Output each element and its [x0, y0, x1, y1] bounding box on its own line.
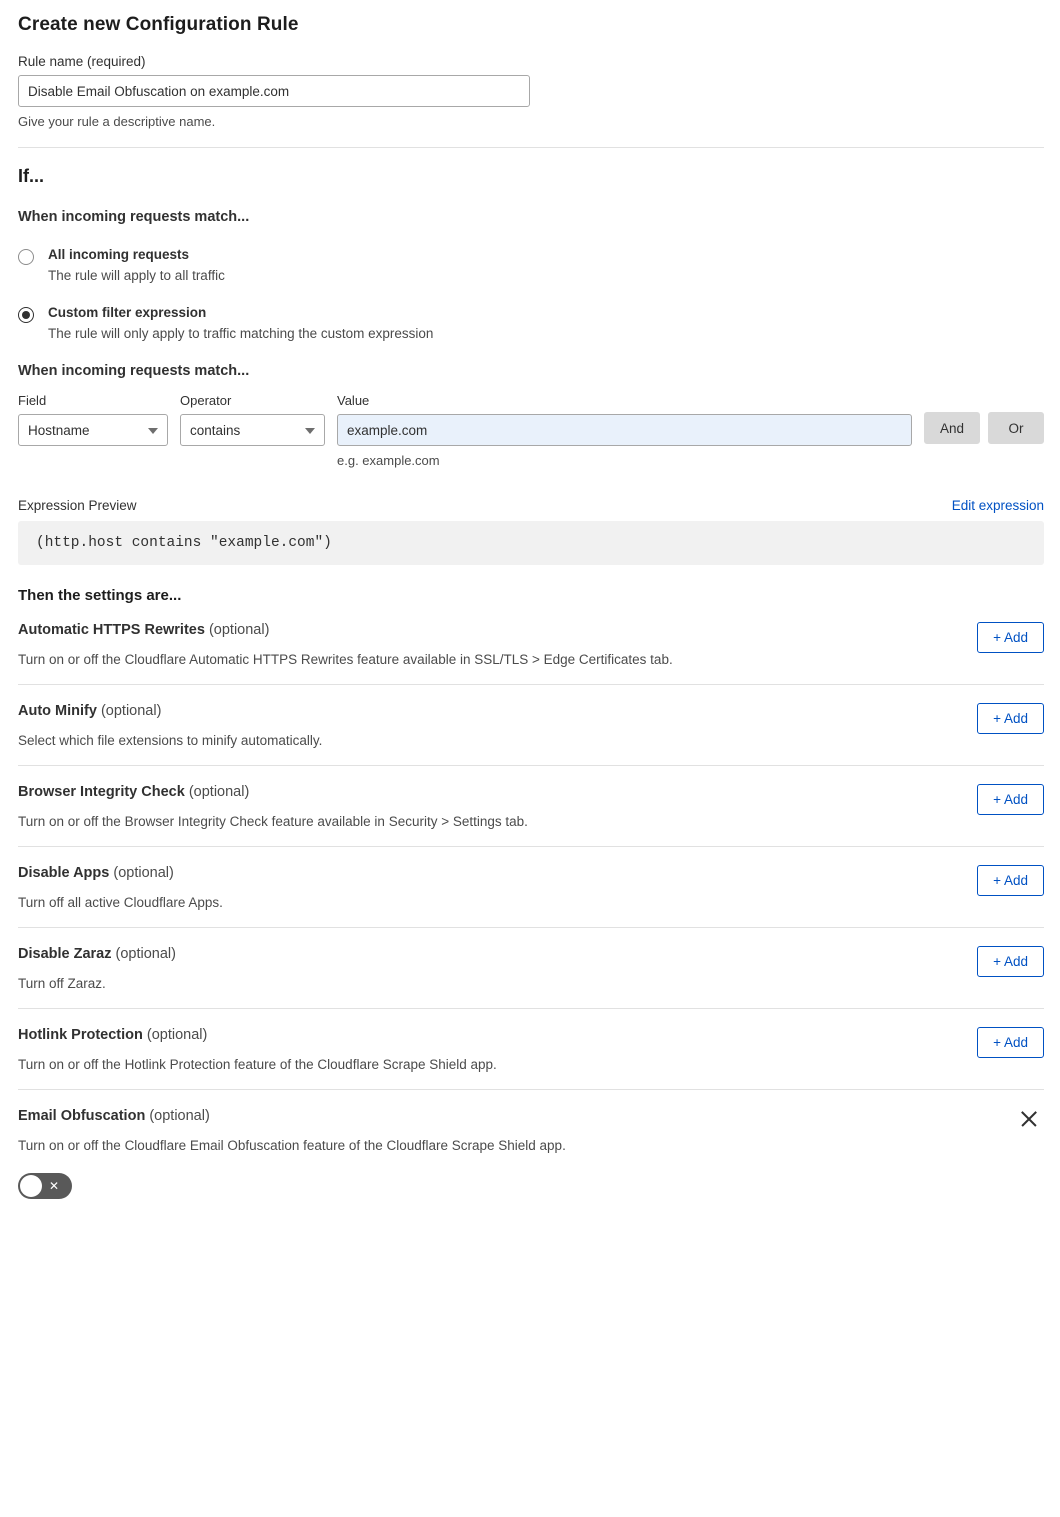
radio-desc-custom-filter: The rule will only apply to traffic matching the custom expression	[48, 326, 434, 342]
add-button-auto-minify[interactable]: + Add	[977, 703, 1044, 734]
then-section-title: Then the settings are...	[18, 587, 182, 605]
filter-operator-select[interactable]	[180, 414, 325, 446]
radio-desc-all-requests: The rule will apply to all traffic	[48, 268, 225, 284]
setting-optional-text: (optional)	[208, 622, 270, 639]
setting-desc-hotlink-protection: Turn on or off the Hotlink Protection feature of the Cloudflare Scrape Shield app.	[18, 1057, 497, 1073]
filter-field-select[interactable]	[18, 414, 168, 446]
setting-optional-text: (optional)	[113, 865, 174, 882]
setting-name-text: Email Obfuscation	[18, 1108, 146, 1125]
or-button[interactable]: Or	[988, 412, 1044, 444]
setting-row-browser-integrity-check	[18, 766, 1044, 847]
setting-name-text: Auto Minify	[18, 703, 97, 720]
setting-optional-text: (optional)	[188, 784, 250, 801]
radio-icon-custom-filter[interactable]	[18, 307, 34, 323]
add-button-hotlink-protection[interactable]: + Add	[977, 1027, 1044, 1058]
setting-optional-text: (optional)	[115, 946, 176, 963]
setting-optional-text: (optional)	[149, 1108, 210, 1125]
toggle-off-mark: ✕	[49, 1179, 60, 1194]
setting-row-automatic-https-rewrites	[18, 604, 1044, 685]
radio-label-custom-filter: Custom filter expression	[48, 305, 207, 321]
filter-operator-label: Operator	[180, 393, 232, 409]
rule-name-help: Give your rule a descriptive name.	[18, 114, 216, 129]
setting-title-automatic-https-rewrites	[18, 622, 673, 638]
filter-field-label: Field	[18, 393, 47, 409]
radio-option-custom-filter[interactable]	[18, 305, 1044, 341]
filter-value-input[interactable]	[337, 414, 912, 446]
filter-operator-value: contains	[190, 422, 241, 438]
section-divider	[18, 147, 1044, 148]
radio-icon-all-requests[interactable]	[18, 249, 34, 265]
setting-name-text: Automatic HTTPS Rewrites	[18, 622, 205, 639]
filter-operator-column	[180, 393, 325, 446]
chevron-down-icon	[305, 428, 315, 434]
chevron-down-icon	[148, 428, 158, 434]
setting-row-disable-zaraz	[18, 928, 1044, 1009]
setting-title-hotlink-protection	[18, 1027, 497, 1043]
match-options	[18, 247, 1044, 341]
expression-preview-label: Expression Preview	[18, 498, 137, 514]
if-section-title: If...	[18, 166, 44, 186]
setting-desc-automatic-https-rewrites: Turn on or off the Cloudflare Automatic HTTPS Rewrites feature available in SSL/TLS > Edge Certificates tab.	[18, 652, 673, 668]
add-button-browser-integrity-check[interactable]: + Add	[977, 784, 1044, 815]
expression-preview-code: (http.host contains "example.com")	[18, 521, 1044, 565]
setting-desc-browser-integrity-check: Turn on or off the Browser Integrity Check feature available in Security > Settings tab.	[18, 814, 528, 830]
filter-field-column	[18, 393, 168, 446]
setting-title-email-obfuscation	[18, 1108, 566, 1124]
setting-name-text: Disable Zaraz	[18, 946, 112, 963]
and-button[interactable]: And	[924, 412, 980, 444]
setting-desc-disable-zaraz: Turn off Zaraz.	[18, 976, 106, 992]
setting-title-disable-zaraz	[18, 946, 176, 962]
email-obfuscation-toggle[interactable]	[18, 1173, 72, 1199]
radio-label-all-requests: All incoming requests	[48, 247, 190, 262]
radio-option-all-requests[interactable]	[18, 247, 1044, 283]
add-button-disable-apps[interactable]: + Add	[977, 865, 1044, 896]
setting-desc-auto-minify: Select which file extensions to minify automatically.	[18, 733, 323, 749]
setting-optional-text: (optional)	[146, 1027, 208, 1044]
setting-row-disable-apps	[18, 847, 1044, 928]
expression-header	[18, 498, 1044, 513]
rule-name-group	[18, 54, 1044, 129]
setting-name-text: Disable Apps	[18, 865, 110, 882]
filter-value-column	[337, 393, 912, 468]
filter-field-value: Hostname	[28, 422, 90, 438]
add-button-disable-zaraz[interactable]: + Add	[977, 946, 1044, 977]
match-heading: When incoming requests match...	[18, 209, 250, 225]
filter-value-hint: e.g. example.com	[337, 453, 440, 469]
edit-expression-link[interactable]: Edit expression	[951, 498, 1044, 514]
setting-title-auto-minify	[18, 703, 322, 719]
setting-name-text: Hotlink Protection	[18, 1027, 143, 1044]
setting-desc-email-obfuscation: Turn on or off the Cloudflare Email Obfuscation feature of the Cloudflare Scrape Shield app.	[18, 1138, 566, 1154]
page-title: Create new Configuration Rule	[18, 14, 299, 35]
setting-row-auto-minify	[18, 685, 1044, 766]
close-icon[interactable]	[1018, 1108, 1040, 1130]
setting-name-text: Browser Integrity Check	[18, 784, 185, 801]
toggle-knob	[20, 1175, 42, 1197]
logic-buttons	[924, 393, 1044, 444]
setting-row-email-obfuscation	[18, 1090, 1044, 1216]
filter-heading: When incoming requests match...	[18, 363, 250, 380]
setting-optional-text: (optional)	[100, 703, 162, 720]
setting-desc-disable-apps: Turn off all active Cloudflare Apps.	[18, 895, 223, 911]
filter-value-label: Value	[337, 393, 370, 409]
filter-builder-row	[18, 393, 1044, 468]
rule-name-label: Rule name (required)	[18, 54, 146, 69]
rule-name-input[interactable]	[18, 75, 530, 107]
add-button-automatic-https-rewrites[interactable]: + Add	[977, 622, 1044, 653]
setting-title-browser-integrity-check	[18, 784, 528, 800]
setting-row-hotlink-protection	[18, 1009, 1044, 1090]
setting-title-disable-apps	[18, 865, 223, 881]
